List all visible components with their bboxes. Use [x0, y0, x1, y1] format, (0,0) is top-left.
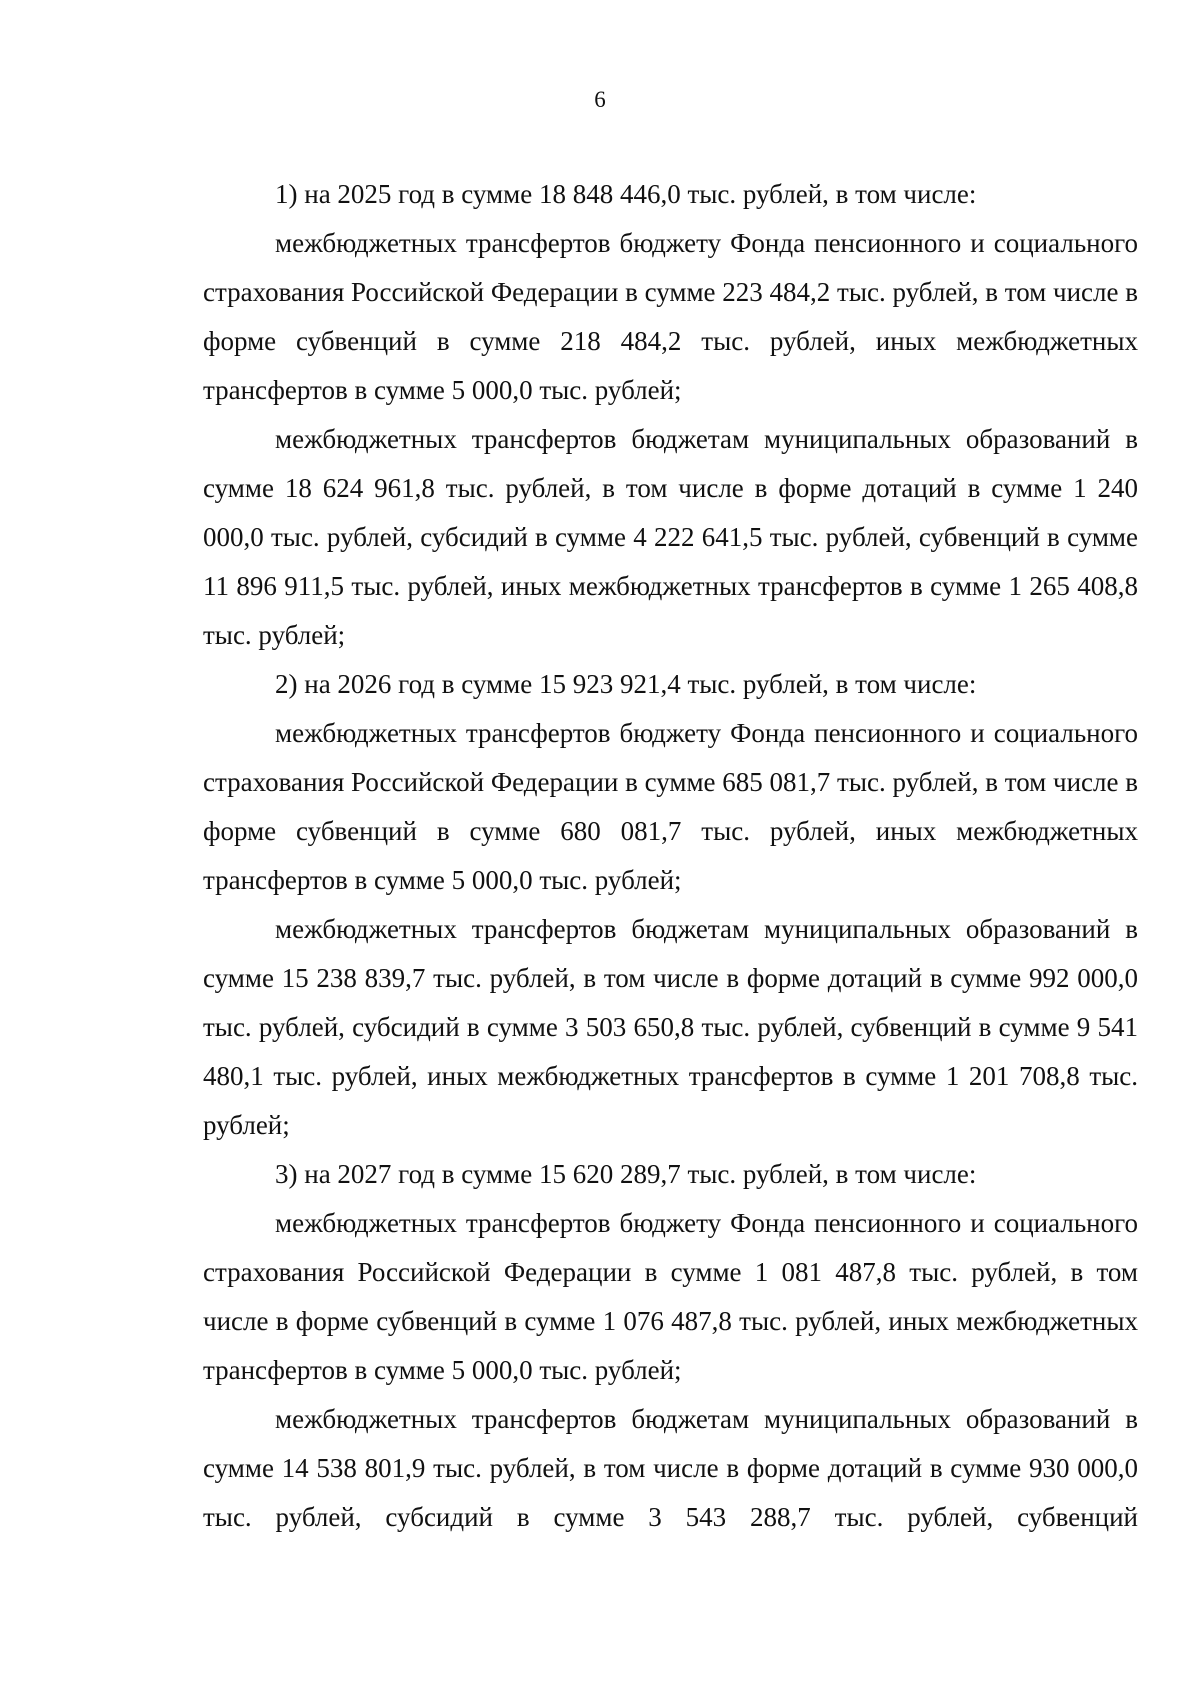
document-body: [203, 170, 1138, 1542]
paragraph-2026-municipal: межбюджетных трансфертов бюджетам муниципальных образований в сумме 15 238 839,7 тыс. рублей, в том числе в форме дотаций в сумме 992 000,0 тыс. рублей, субсидий в сумме 3 503 650,8 тыс. рублей, субвенций в сумме 9 541 480,1 тыс. рублей, иных межбюджетных трансфертов в сумме 1 201 708,8 тыс. рублей;: [203, 914, 1138, 1140]
paragraph-2025-pension-fund: межбюджетных трансфертов бюджету Фонда пенсионного и социального страхования Российской Федерации в сумме 223 484,2 тыс. рублей, в том числе в форме субвенций в сумме 218 484,2 тыс. рублей, иных межбюджетных трансфертов в сумме 5 000,0 тыс. рублей;: [203, 228, 1138, 405]
paragraph-2027-municipal: межбюджетных трансфертов бюджетам муниципальных образований в сумме 14 538 801,9 тыс. рублей, в том числе в форме дотаций в сумме 930 000,0 тыс. рублей, субсидий в сумме 3 543 288,7 тыс. рублей, субвенций: [203, 1404, 1138, 1532]
paragraph-2025-municipal: межбюджетных трансфертов бюджетам муниципальных образований в сумме 18 624 961,8 тыс. рублей, в том числе в форме дотаций в сумме 1 240 000,0 тыс. рублей, субсидий в сумме 4 222 641,5 тыс. рублей, субвенций в сумме 11 896 911,5 тыс. рублей, иных межбюджетных трансфертов в сумме 1 265 408,8 тыс. рублей;: [203, 424, 1138, 650]
page-number: 6: [594, 87, 606, 112]
paragraph-2025-total: 1) на 2025 год в сумме 18 848 446,0 тыс. рублей, в том числе:: [275, 179, 977, 209]
paragraph-2026-pension-fund: межбюджетных трансфертов бюджету Фонда пенсионного и социального страхования Российской Федерации в сумме 685 081,7 тыс. рублей, в том числе в форме субвенций в сумме 680 081,7 тыс. рублей, иных межбюджетных трансфертов в сумме 5 000,0 тыс. рублей;: [203, 718, 1138, 895]
paragraph-2027-pension-fund: межбюджетных трансфертов бюджету Фонда пенсионного и социального страхования Российской Федерации в сумме 1 081 487,8 тыс. рублей, в том числе в форме субвенций в сумме 1 076 487,8 тыс. рублей, иных межбюджетных трансфертов в сумме 5 000,0 тыс. рублей;: [203, 1208, 1138, 1385]
paragraph-2026-total: 2) на 2026 год в сумме 15 923 921,4 тыс. рублей, в том числе:: [275, 669, 977, 699]
paragraph-2027-total: 3) на 2027 год в сумме 15 620 289,7 тыс. рублей, в том числе:: [275, 1159, 977, 1189]
